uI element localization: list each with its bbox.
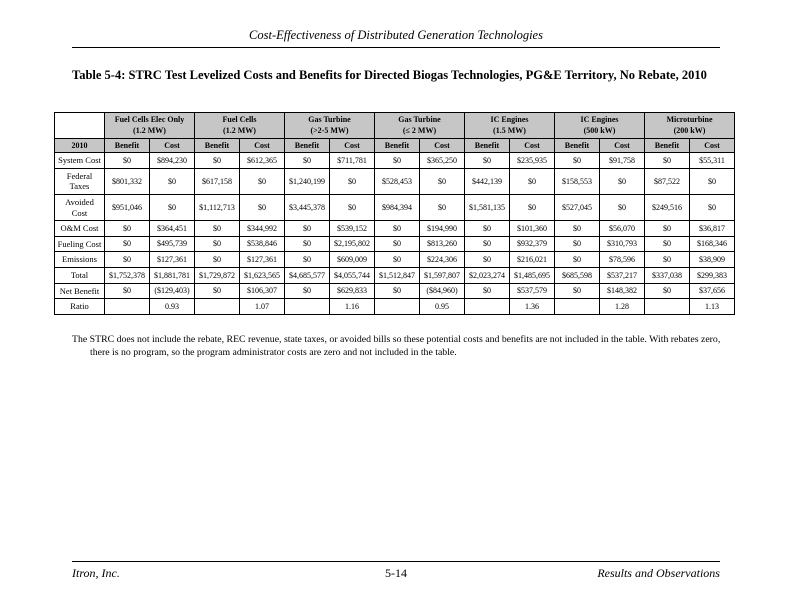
cost-cell: ($129,403) (150, 283, 195, 299)
benefit-cell: $951,046 (105, 194, 150, 220)
cost-cell: $0 (510, 168, 555, 194)
cost-column-header-5: Cost (600, 139, 645, 153)
cost-cell: $235,935 (510, 153, 555, 169)
group-name: Fuel Cells Elec Only (114, 115, 185, 125)
cost-cell: $344,992 (240, 221, 285, 237)
benefit-cell: $0 (555, 221, 600, 237)
benefit-cell: $0 (375, 221, 420, 237)
column-group-header-0 (105, 113, 195, 139)
benefit-cell: $0 (375, 153, 420, 169)
cost-cell: $55,311 (690, 153, 735, 169)
benefit-cell: $685,598 (555, 268, 600, 284)
cost-cell: $1,485,695 (510, 268, 555, 284)
cost-cell: $495,739 (150, 236, 195, 252)
benefit-column-header-1: Benefit (195, 139, 240, 153)
cost-benefit-table (54, 112, 735, 315)
benefit-cell: $0 (645, 283, 690, 299)
benefit-cell: $0 (105, 153, 150, 169)
table-footnote: The STRC does not include the rebate, REC revenue, state taxes, or avoided bills so these potential costs and benefits are not included in the table. With rebates zero, there is no program, so the program administrator costs are zero and not included in the table. (72, 334, 721, 359)
cost-cell: $4,055,744 (330, 268, 375, 284)
benefit-cell: $0 (105, 252, 150, 268)
benefit-cell: $0 (375, 283, 420, 299)
cost-cell: $91,758 (600, 153, 645, 169)
benefit-column-header-5: Benefit (555, 139, 600, 153)
benefit-cell (465, 299, 510, 315)
group-size: (1.2 MW) (133, 125, 166, 135)
cost-cell: $127,361 (240, 252, 285, 268)
cost-cell: $0 (420, 194, 465, 220)
benefit-cell: $3,445,378 (285, 194, 330, 220)
table-row (55, 236, 735, 252)
benefit-cell: $984,394 (375, 194, 420, 220)
cost-cell: $2,195,802 (330, 236, 375, 252)
cost-cell: 1.07 (240, 299, 285, 315)
cost-cell: $538,846 (240, 236, 285, 252)
benefit-cell: $527,045 (555, 194, 600, 220)
cost-cell: $106,307 (240, 283, 285, 299)
benefit-column-header-3: Benefit (375, 139, 420, 153)
group-name: IC Engines (580, 115, 619, 125)
page-footer (72, 561, 720, 581)
benefit-cell: $0 (195, 153, 240, 169)
benefit-cell (555, 299, 600, 315)
column-group-header-4 (465, 113, 555, 139)
cost-cell: $0 (330, 168, 375, 194)
cost-column-header-6: Cost (690, 139, 735, 153)
benefit-column-header-2: Benefit (285, 139, 330, 153)
group-size: (1.2 MW) (223, 125, 256, 135)
benefit-cell: $0 (555, 252, 600, 268)
benefit-cell: $1,729,872 (195, 268, 240, 284)
table-row (55, 299, 735, 315)
year-header-cell: 2010 (55, 139, 105, 153)
benefit-cell: $87,522 (645, 168, 690, 194)
table-caption: Table 5-4: STRC Test Levelized Costs and Benefits for Directed Biogas Technologies, PG&E Territory, No Rebate, 2010 (72, 68, 707, 82)
table-row (55, 168, 735, 194)
row-label: Ratio (55, 299, 105, 315)
benefit-cell: $0 (195, 283, 240, 299)
benefit-cell: $0 (195, 221, 240, 237)
cost-cell: 1.28 (600, 299, 645, 315)
table-row (55, 283, 735, 299)
benefit-cell: $0 (105, 283, 150, 299)
benefit-cell: $4,685,577 (285, 268, 330, 284)
group-size: (≤ 2 MW) (402, 125, 437, 135)
cost-cell: $1,623,565 (240, 268, 285, 284)
benefit-cell: $0 (465, 153, 510, 169)
cost-cell: $299,383 (690, 268, 735, 284)
cost-cell: ($84,960) (420, 283, 465, 299)
benefit-cell: $442,139 (465, 168, 510, 194)
table-row (55, 194, 735, 220)
group-name: IC Engines (490, 115, 529, 125)
cost-cell: $0 (150, 194, 195, 220)
table-row (55, 221, 735, 237)
cost-cell: $194,990 (420, 221, 465, 237)
cost-cell: $932,379 (510, 236, 555, 252)
cost-cell: $168,346 (690, 236, 735, 252)
benefit-cell: $0 (195, 236, 240, 252)
column-group-header-5 (555, 113, 645, 139)
cost-cell: $894,230 (150, 153, 195, 169)
cost-column-header-0: Cost (150, 139, 195, 153)
cost-cell: $0 (510, 194, 555, 220)
benefit-cell: $0 (555, 153, 600, 169)
benefit-cell: $0 (375, 236, 420, 252)
cost-cell: $0 (690, 168, 735, 194)
benefit-cell: $0 (645, 153, 690, 169)
benefit-cell: $1,240,199 (285, 168, 330, 194)
cost-cell: 0.93 (150, 299, 195, 315)
cost-cell: $101,360 (510, 221, 555, 237)
group-size: (>2-5 MW) (310, 125, 349, 135)
cost-cell: $36,817 (690, 221, 735, 237)
benefit-column-header-6: Benefit (645, 139, 690, 153)
table-row (55, 268, 735, 284)
cost-cell: $0 (330, 194, 375, 220)
cost-column-header-2: Cost (330, 139, 375, 153)
cost-cell: $0 (600, 168, 645, 194)
benefit-cell: $0 (285, 236, 330, 252)
cost-column-header-3: Cost (420, 139, 465, 153)
cost-cell: $148,382 (600, 283, 645, 299)
benefit-cell: $1,512,847 (375, 268, 420, 284)
benefit-cell: $617,158 (195, 168, 240, 194)
cost-column-header-4: Cost (510, 139, 555, 153)
cost-cell: $310,793 (600, 236, 645, 252)
benefit-cell: $1,752,378 (105, 268, 150, 284)
cost-cell: 1.13 (690, 299, 735, 315)
group-size: (1.5 MW) (493, 125, 526, 135)
cost-cell: $1,881,781 (150, 268, 195, 284)
cost-cell: 1.36 (510, 299, 555, 315)
benefit-cell: $337,038 (645, 268, 690, 284)
benefit-cell (105, 299, 150, 315)
column-group-header-6 (645, 113, 735, 139)
row-label: Fueling Cost (55, 236, 105, 252)
cost-cell: $539,152 (330, 221, 375, 237)
cost-cell: $37,656 (690, 283, 735, 299)
benefit-cell: $0 (375, 252, 420, 268)
cost-cell: $612,365 (240, 153, 285, 169)
cost-cell: $365,250 (420, 153, 465, 169)
group-size: (200 kW) (673, 125, 706, 135)
cost-cell: $609,009 (330, 252, 375, 268)
cost-cell: $364,451 (150, 221, 195, 237)
footer-page-number: 5-14 (384, 566, 407, 580)
benefit-cell: $0 (645, 252, 690, 268)
cost-cell: $78,596 (600, 252, 645, 268)
running-header-title: Cost-Effectiveness of Distributed Generation Technologies (249, 28, 543, 42)
cost-column-header-1: Cost (240, 139, 285, 153)
benefit-column-header-0: Benefit (105, 139, 150, 153)
footer-author: Itron, Inc. (72, 566, 120, 580)
row-label: Net Benefit (55, 283, 105, 299)
cost-cell: $813,260 (420, 236, 465, 252)
benefit-cell: $1,581,135 (465, 194, 510, 220)
benefit-cell: $0 (105, 236, 150, 252)
benefit-cell: $0 (555, 283, 600, 299)
cost-cell: $711,781 (330, 153, 375, 169)
cost-cell: 1.16 (330, 299, 375, 315)
row-label: Total (55, 268, 105, 284)
benefit-cell: $0 (465, 252, 510, 268)
cost-cell: $127,361 (150, 252, 195, 268)
benefit-cell (285, 299, 330, 315)
cost-cell: $56,070 (600, 221, 645, 237)
table-row (55, 153, 735, 169)
benefit-cell (645, 299, 690, 315)
table-row (55, 252, 735, 268)
header-rule (72, 47, 720, 48)
cost-cell: $537,579 (510, 283, 555, 299)
row-label: System Cost (55, 153, 105, 169)
benefit-cell (195, 299, 240, 315)
column-group-header-1 (195, 113, 285, 139)
benefit-cell: $0 (105, 221, 150, 237)
benefit-cell: $0 (195, 252, 240, 268)
footer-section: Results and Observations (597, 566, 720, 580)
benefit-cell: $0 (465, 221, 510, 237)
group-name: Microturbine (666, 115, 713, 125)
cost-cell: $0 (420, 168, 465, 194)
cost-cell: $1,597,807 (420, 268, 465, 284)
group-name: Gas Turbine (398, 115, 441, 125)
cost-cell: $0 (240, 168, 285, 194)
cost-cell: 0.95 (420, 299, 465, 315)
cost-cell: $0 (150, 168, 195, 194)
benefit-cell: $0 (285, 283, 330, 299)
cost-cell: $38,909 (690, 252, 735, 268)
benefit-column-header-4: Benefit (465, 139, 510, 153)
benefit-cell: $0 (285, 252, 330, 268)
cost-cell: $0 (690, 194, 735, 220)
benefit-cell: $0 (285, 221, 330, 237)
group-name: Fuel Cells (222, 115, 257, 125)
row-label: Avoided Cost (55, 194, 105, 220)
cost-cell: $0 (600, 194, 645, 220)
cost-cell: $224,306 (420, 252, 465, 268)
cost-cell: $537,217 (600, 268, 645, 284)
row-label: O&M Cost (55, 221, 105, 237)
row-label: Federal Taxes (55, 168, 105, 194)
group-name: Gas Turbine (308, 115, 351, 125)
benefit-cell: $158,553 (555, 168, 600, 194)
benefit-cell: $801,332 (105, 168, 150, 194)
benefit-cell (375, 299, 420, 315)
page-header (72, 28, 720, 48)
column-group-header-3 (375, 113, 465, 139)
benefit-cell: $0 (285, 153, 330, 169)
column-group-header-2 (285, 113, 375, 139)
table-corner-cell (55, 113, 105, 139)
benefit-cell: $0 (465, 236, 510, 252)
cost-cell: $216,021 (510, 252, 555, 268)
benefit-cell: $0 (555, 236, 600, 252)
benefit-cell: $0 (645, 221, 690, 237)
benefit-cell: $2,023,274 (465, 268, 510, 284)
benefit-cell: $0 (645, 236, 690, 252)
benefit-cell: $528,453 (375, 168, 420, 194)
benefit-cell: $249,516 (645, 194, 690, 220)
benefit-cell: $0 (465, 283, 510, 299)
row-label: Emissions (55, 252, 105, 268)
cost-cell: $629,833 (330, 283, 375, 299)
cost-cell: $0 (240, 194, 285, 220)
benefit-cell: $1,112,713 (195, 194, 240, 220)
group-size: (500 kW) (583, 125, 616, 135)
